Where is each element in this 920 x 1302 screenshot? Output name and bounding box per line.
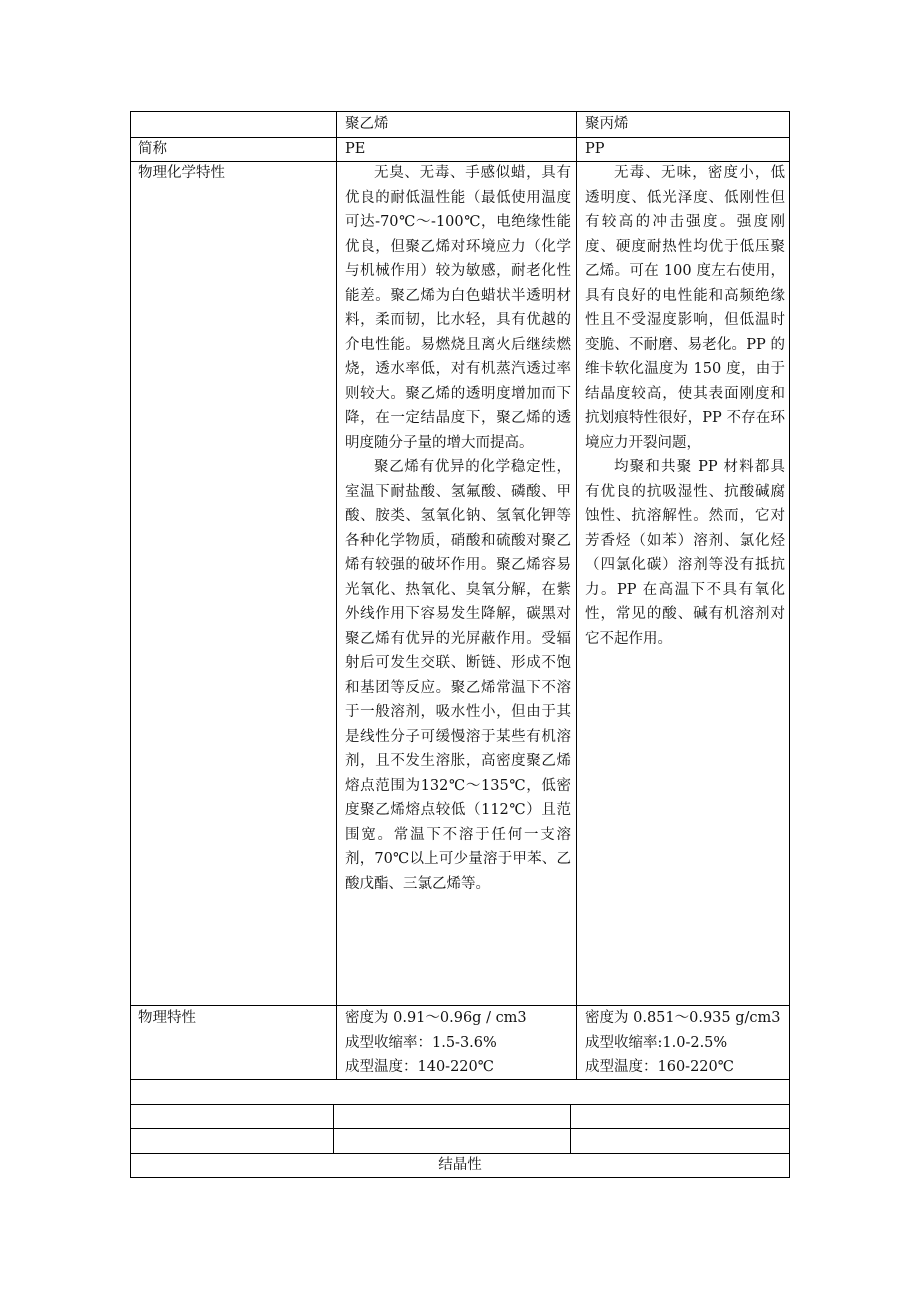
phys-pe-temperature: 成型温度：140-220℃ xyxy=(345,1059,494,1075)
chem-pp-paragraph-1: 无毒、无味，密度小，低透明度、低光泽度、低刚性但有较高的冲击强度。强度刚度、硬度耐热性均优于低压聚乙烯。可在 100 度左右使用，具有良好的电性能和高频绝缘性且不受湿度影响，但低温时变脆、不耐磨、易老化。PP 的维卡软化温度为 150 度，由于结晶度较高，使其表面刚度和抗划痕特性很好，PP 不存在环境应力开裂问题， xyxy=(585,165,785,451)
phys-pe-shrinkage: 成型收缩率：1.5-3.6% xyxy=(345,1034,497,1051)
chem-label: 物理化学特性 xyxy=(138,165,225,181)
phys-pp-temperature: 成型温度：160-220℃ xyxy=(585,1059,734,1075)
phys-pp xyxy=(585,1006,785,1080)
crystallinity-heading: 结晶性 xyxy=(438,1157,482,1173)
phys-pe-density: 密度为 0.91～0.96g / cm3 xyxy=(345,1010,527,1026)
chem-pp-paragraph-2: 均聚和共聚 PP 材料都具有优良的抗吸湿性、抗酸碱腐蚀性、抗溶解性。然而，它对芳香烃（如苯）溶剂、氯化烃（四氯化碳）溶剂等没有抵抗力。PP 在高温下不具有氧化性，常见的酸、碱有机溶剂对它不起作用。 xyxy=(585,459,785,647)
phys-label: 物理特性 xyxy=(138,1010,196,1026)
phys-pp-density: 密度为 0.851～0.935 g/cm3 xyxy=(585,1010,781,1026)
header-polyethylene: 聚乙烯 xyxy=(345,116,389,132)
chem-pe-text xyxy=(345,161,571,896)
chem-pe-paragraph-1: 无臭、无毒、手感似蜡，具有优良的耐低温性能（最低使用温度可达-70℃～-100℃，电绝缘性能优良，但聚乙烯对环境应力（化学与机械作用）较为敏感，耐老化性能差。聚乙烯为白色蜡状半透明材料，柔而韧，比水轻，具有优越的介电性能。易燃烧且离火后继续燃烧，透水率低，对有机蒸汽透过率则较大。聚乙烯的透明度增加而下降，在一定结晶度下，聚乙烯的透明度随分子量的增大而提高。 xyxy=(345,165,571,451)
abbr-label: 简称 xyxy=(138,141,167,157)
chem-pp-text xyxy=(585,161,785,651)
phys-pp-shrinkage: 成型收缩率:1.0-2.5% xyxy=(585,1034,728,1051)
phys-pe xyxy=(345,1006,571,1080)
chem-pe-paragraph-2: 聚乙烯有优异的化学稳定性，室温下耐盐酸、氢氟酸、磷酸、甲酸、胺类、氢氧化钠、氢氧化钾等各种化学物质，硝酸和硫酸对聚乙烯有较强的破坏作用。聚乙烯容易光氧化、热氧化、臭氧分解，在紫外线作用下容易发生降解，碳黑对聚乙烯有优异的光屏蔽作用。受辐射后可发生交联、断链、形成不饱和基团等反应。聚乙烯常温下不溶于一般溶剂，吸水性小，但由于其是线性分子可缓慢溶于某些有机溶剂，且不发生溶胀，高密度聚乙烯熔点范围为132℃～135℃，低密度聚乙烯熔点较低（112℃）且范围宽。常温下不溶于任何一支溶剂，70℃以上可少量溶于甲苯、乙酸戊酯、三氯乙烯等。 xyxy=(345,459,571,892)
header-polypropylene: 聚丙烯 xyxy=(585,116,629,132)
abbr-pp: PP xyxy=(585,141,605,157)
abbr-pe: PE xyxy=(345,141,366,157)
